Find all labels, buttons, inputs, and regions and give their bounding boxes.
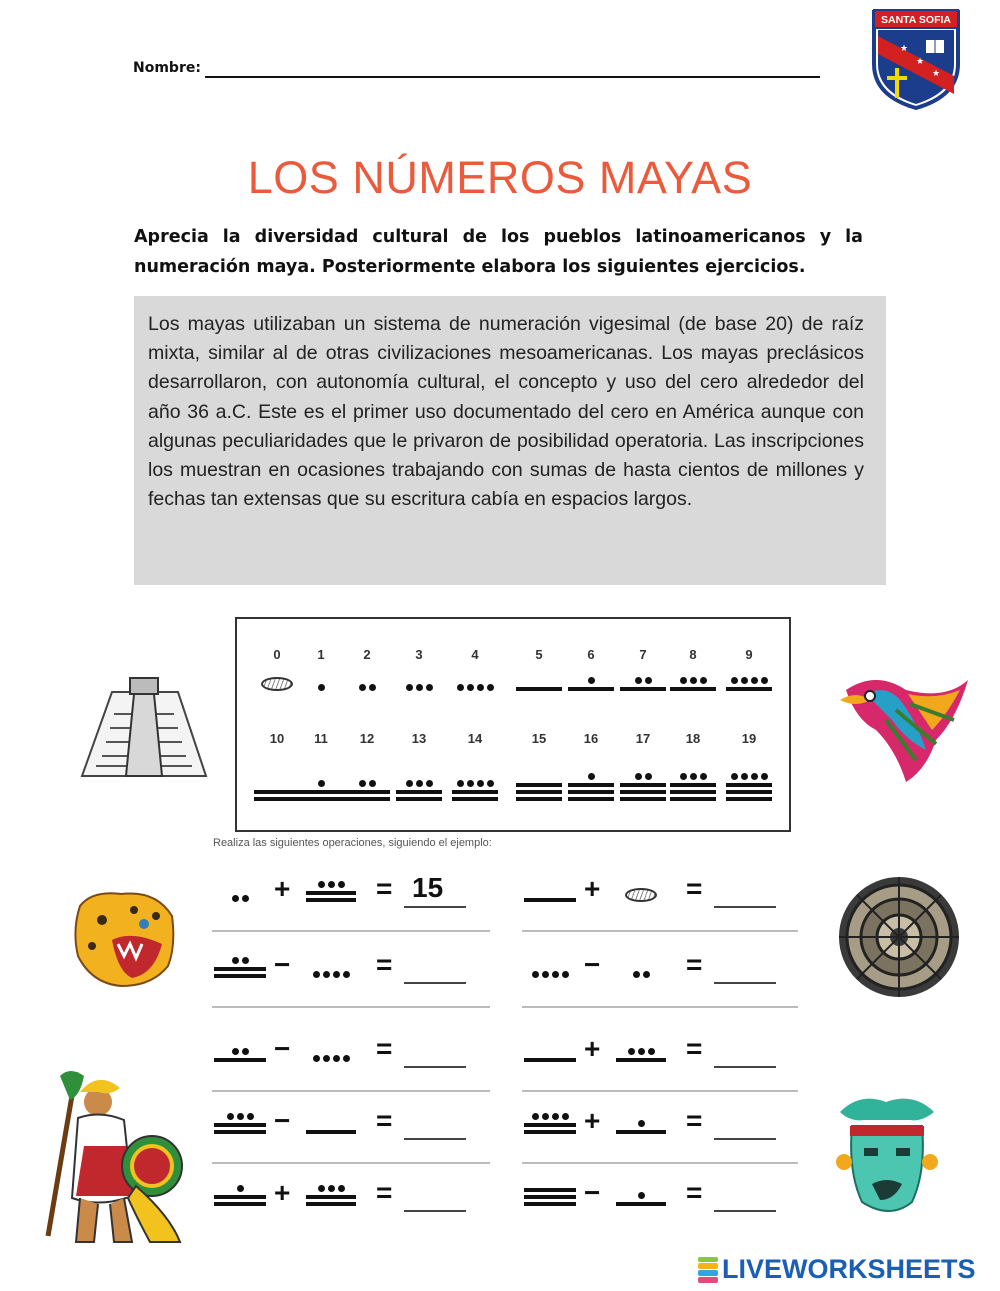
maya-dot <box>477 684 484 691</box>
info-paragraph: Los mayas utilizaban un sistema de numeración vigesimal (de base 20) de raíz mixta, similar al de otras civilizaciones mesoamericanas. Los mayas preclásicos desarrollaron, con autonomía cultural, el concepto y uso del cero alrededor del año 36 a.C. Este es el primer uso documentado del cero en América aunque con algunas peculiaridades que le privaron de posibilidad operatoria. Las inscripciones los muestran en ocasiones trabajando con sumas de hasta cientos de millones y fechas tan extensas que su escritura cabía en espacios largos. <box>148 313 864 511</box>
maya-glyph-2 <box>614 971 668 978</box>
maya-dot <box>328 881 335 888</box>
operation-row <box>522 1028 792 1068</box>
maya-bar <box>298 797 344 801</box>
maya-number-label: 4 <box>471 647 479 662</box>
maya-bar <box>306 1195 356 1199</box>
maya-number-cell <box>513 731 565 801</box>
maya-number-cell <box>617 731 669 801</box>
maya-dot <box>457 684 464 691</box>
maya-dot <box>369 684 376 691</box>
maya-bar <box>396 797 442 801</box>
maya-bar <box>214 1123 266 1127</box>
maya-number-cell <box>513 647 565 717</box>
maya-glyph-18 <box>667 773 719 801</box>
maya-bar <box>254 797 300 801</box>
maya-dot <box>457 780 464 787</box>
maya-dot <box>562 971 569 978</box>
exercise-instruction: Realiza las siguientes operaciones, siguiendo el ejemplo: <box>213 837 492 849</box>
maya-dot <box>690 773 697 780</box>
liveworksheets-logo[interactable] <box>698 1254 976 1285</box>
operation-row <box>212 1100 482 1140</box>
maya-dot <box>751 773 758 780</box>
maya-dot <box>416 780 423 787</box>
name-input-line[interactable] <box>205 76 820 78</box>
svg-text:★: ★ <box>916 57 925 67</box>
answer-input[interactable] <box>714 906 776 908</box>
maya-number-label: 12 <box>359 731 375 746</box>
maya-glyph-3 <box>393 684 445 691</box>
minus-sign: − <box>274 949 291 980</box>
maya-number-cell <box>723 647 775 717</box>
maya-dot <box>369 780 376 787</box>
maya-dot <box>416 684 423 691</box>
jaguar-icon <box>72 886 178 990</box>
maya-dot <box>542 1113 549 1120</box>
maya-number-label: 1 <box>317 647 325 662</box>
maya-glyph-14 <box>449 780 501 801</box>
row-divider <box>522 1162 798 1164</box>
maya-bar <box>516 790 562 794</box>
row-divider <box>212 1090 490 1092</box>
maya-dot <box>333 1055 340 1062</box>
maya-number-cell <box>667 647 719 717</box>
maya-dot <box>761 677 768 684</box>
maya-glyph-11 <box>295 780 347 801</box>
maya-dot <box>588 773 595 780</box>
equals-sign: = <box>686 949 703 980</box>
maya-bar <box>670 797 716 801</box>
maya-glyph-12 <box>212 957 268 978</box>
maya-bar <box>670 687 716 691</box>
maya-glyph-4 <box>304 1055 358 1062</box>
maya-bar <box>726 790 772 794</box>
maya-glyph-13 <box>212 1113 268 1134</box>
maya-number-cell <box>295 731 347 801</box>
answer-input[interactable] <box>404 906 466 908</box>
equals-sign: = <box>686 873 703 904</box>
school-crest-logo <box>870 6 962 110</box>
maya-number-label: 7 <box>639 647 647 662</box>
maya-dot <box>232 1048 239 1055</box>
maya-dot <box>242 895 249 902</box>
maya-bar <box>214 1130 266 1134</box>
maya-number-label: 2 <box>363 647 371 662</box>
maya-dot <box>247 1113 254 1120</box>
answer-input[interactable] <box>404 1066 466 1068</box>
maya-bar <box>344 790 390 794</box>
maya-bar <box>524 1123 576 1127</box>
maya-dot <box>741 677 748 684</box>
plus-sign: + <box>584 1105 601 1136</box>
operation-row <box>522 1172 792 1212</box>
shell-zero-icon <box>261 677 293 691</box>
maya-dot <box>487 684 494 691</box>
maya-dot <box>741 773 748 780</box>
maya-glyph-2 <box>341 684 393 691</box>
maya-bar <box>516 797 562 801</box>
equals-sign: = <box>376 949 393 980</box>
maya-dot <box>487 780 494 787</box>
intro-paragraph: Aprecia la diversidad cultural de los pueblos latinoamericanos y la numeración maya. Posteriormente elabora los siguientes ejercicios. <box>134 227 863 277</box>
maya-dot <box>751 677 758 684</box>
maya-glyph-16 <box>565 773 617 801</box>
maya-mask-icon <box>830 1092 944 1222</box>
maya-number-label: 16 <box>583 731 599 746</box>
maya-dot <box>313 971 320 978</box>
maya-bar <box>568 783 614 787</box>
maya-number-label: 17 <box>635 731 651 746</box>
maya-glyph-14 <box>522 1113 578 1134</box>
svg-text:★: ★ <box>900 44 909 54</box>
maya-number-cell <box>617 647 669 717</box>
maya-dot <box>645 773 652 780</box>
maya-dot <box>242 1048 249 1055</box>
maya-dot <box>638 1048 645 1055</box>
equals-sign: = <box>686 1105 703 1136</box>
equals-sign: = <box>686 1033 703 1064</box>
maya-number-label: 8 <box>689 647 697 662</box>
maya-dot <box>700 773 707 780</box>
maya-glyph-2 <box>212 895 268 902</box>
maya-dot <box>467 780 474 787</box>
operation-row <box>212 1172 482 1212</box>
maya-dot <box>318 1185 325 1192</box>
maya-dot <box>633 971 640 978</box>
maya-glyph-4 <box>522 971 578 978</box>
row-divider <box>522 930 798 932</box>
maya-bar <box>620 797 666 801</box>
maya-number-label: 11 <box>314 731 328 746</box>
operation-row <box>522 1100 792 1140</box>
minus-sign: − <box>274 1105 291 1136</box>
plus-sign: + <box>584 873 601 904</box>
maya-dot <box>313 1055 320 1062</box>
maya-glyph-1 <box>295 684 347 691</box>
maya-bar <box>524 1202 576 1206</box>
maya-bar <box>214 967 266 971</box>
maya-dot <box>343 971 350 978</box>
minus-sign: − <box>274 1033 291 1064</box>
maya-bar <box>344 797 390 801</box>
maya-number-cell <box>565 647 617 717</box>
maya-bar <box>670 790 716 794</box>
maya-number-cell <box>341 647 393 717</box>
maya-dot <box>643 971 650 978</box>
equals-sign: = <box>376 873 393 904</box>
maya-dot <box>426 780 433 787</box>
maya-number-label: 13 <box>411 731 427 746</box>
maya-dot <box>638 1120 645 1127</box>
maya-dot <box>227 1113 234 1120</box>
maya-dot <box>406 780 413 787</box>
maya-glyph-6 <box>614 1192 668 1206</box>
maya-dot <box>648 1048 655 1055</box>
maya-glyph-13 <box>393 780 445 801</box>
plus-sign: + <box>584 1033 601 1064</box>
maya-dot <box>232 895 239 902</box>
operation-row <box>212 944 482 984</box>
maya-bar <box>306 1202 356 1206</box>
maya-dot <box>237 1185 244 1192</box>
maya-bar <box>524 1195 576 1199</box>
maya-glyph-13 <box>304 1185 358 1206</box>
maya-glyph-19 <box>723 773 775 801</box>
answer-input[interactable] <box>714 1066 776 1068</box>
maya-bar <box>306 891 356 895</box>
maya-number-cell <box>295 647 347 717</box>
maya-glyph-5 <box>513 684 565 691</box>
maya-dot <box>467 684 474 691</box>
maya-glyph-0 <box>614 888 668 902</box>
maya-number-cell <box>449 731 501 801</box>
maya-bar <box>214 1202 266 1206</box>
maya-dot <box>338 1185 345 1192</box>
maya-glyph-6 <box>614 1120 668 1134</box>
maya-glyph-5 <box>522 895 578 902</box>
maya-bar <box>620 790 666 794</box>
maya-bar <box>516 687 562 691</box>
maya-dot <box>552 971 559 978</box>
maya-dot <box>552 1113 559 1120</box>
plus-sign: + <box>274 1177 291 1208</box>
answer-input[interactable] <box>714 982 776 984</box>
plus-sign: + <box>274 873 291 904</box>
maya-number-label: 15 <box>531 731 547 746</box>
maya-dot <box>588 677 595 684</box>
maya-glyph-6 <box>565 677 617 691</box>
answer-input[interactable] <box>404 1210 466 1212</box>
answer-input[interactable] <box>404 982 466 984</box>
maya-number-label: 10 <box>269 731 285 746</box>
maya-dot <box>680 677 687 684</box>
aztec-calendar-icon <box>835 875 963 999</box>
maya-number-cell <box>341 731 393 801</box>
maya-glyph-5 <box>522 1055 578 1062</box>
maya-bar <box>254 790 300 794</box>
page-title: LOS NÚMEROS MAYAS <box>247 152 753 203</box>
operation-row <box>522 944 792 984</box>
maya-dot <box>562 1113 569 1120</box>
maya-dot <box>731 773 738 780</box>
maya-bar <box>306 1130 356 1134</box>
maya-number-label: 18 <box>685 731 701 746</box>
maya-bar <box>306 898 356 902</box>
maya-dot <box>318 684 325 691</box>
maya-dot <box>477 780 484 787</box>
maya-bar <box>452 790 498 794</box>
maya-glyph-8 <box>667 677 719 691</box>
maya-dot <box>690 677 697 684</box>
maya-dot <box>426 684 433 691</box>
maya-number-label: 19 <box>741 731 757 746</box>
maya-glyph-11 <box>212 1185 268 1206</box>
maya-glyph-15 <box>513 780 565 801</box>
maya-number-cell <box>449 647 501 717</box>
row-divider <box>212 930 490 932</box>
maya-bar <box>670 783 716 787</box>
maya-dot <box>328 1185 335 1192</box>
example-answer: 15 <box>412 872 444 903</box>
maya-bar <box>726 783 772 787</box>
maya-dot <box>638 1192 645 1199</box>
operation-row <box>212 868 482 908</box>
maya-glyph-13 <box>304 881 358 902</box>
svg-text:SANTA SOFIA: SANTA SOFIA <box>881 14 951 26</box>
maya-dot <box>542 971 549 978</box>
maya-glyph-12 <box>341 780 393 801</box>
maya-number-label: 5 <box>535 647 543 662</box>
equals-sign: = <box>376 1177 393 1208</box>
maya-number-label: 9 <box>745 647 753 662</box>
maya-bar <box>452 797 498 801</box>
maya-bar <box>568 687 614 691</box>
name-label: Nombre: <box>133 60 201 76</box>
row-divider <box>522 1006 798 1008</box>
liveworksheets-badge-icon <box>698 1257 718 1283</box>
maya-bar <box>568 790 614 794</box>
maya-dot <box>237 1113 244 1120</box>
liveworksheets-text: LIVEWORKSHEETS <box>722 1254 976 1284</box>
maya-dot <box>731 677 738 684</box>
maya-numbers-table <box>235 617 791 832</box>
maya-glyph-4 <box>304 971 358 978</box>
maya-number-cell <box>667 731 719 801</box>
equals-sign: = <box>376 1033 393 1064</box>
svg-text:★: ★ <box>932 69 941 79</box>
maya-bar <box>620 687 666 691</box>
minus-sign: − <box>584 1177 601 1208</box>
maya-bar <box>524 1058 576 1062</box>
maya-dot <box>359 780 366 787</box>
maya-glyph-7 <box>617 677 669 691</box>
maya-bar <box>620 783 666 787</box>
maya-dot <box>343 1055 350 1062</box>
aztec-warrior-icon <box>40 1066 188 1248</box>
maya-dot <box>635 773 642 780</box>
maya-dot <box>318 881 325 888</box>
row-divider <box>212 1162 490 1164</box>
maya-bar <box>726 797 772 801</box>
maya-number-label: 3 <box>415 647 423 662</box>
maya-bar <box>396 790 442 794</box>
maya-number-label: 14 <box>467 731 483 746</box>
maya-dot <box>532 1113 539 1120</box>
operation-row <box>522 868 792 908</box>
maya-glyph-17 <box>617 773 669 801</box>
minus-sign: − <box>584 949 601 980</box>
maya-bar <box>214 974 266 978</box>
maya-dot <box>645 677 652 684</box>
maya-dot <box>359 684 366 691</box>
maya-bar <box>516 783 562 787</box>
maya-bar <box>616 1058 666 1062</box>
equals-sign: = <box>686 1177 703 1208</box>
maya-dot <box>635 677 642 684</box>
row-divider <box>522 1090 798 1092</box>
maya-bar <box>214 1195 266 1199</box>
shell-zero-icon <box>625 888 657 902</box>
maya-bar <box>616 1130 666 1134</box>
maya-glyph-9 <box>723 677 775 691</box>
maya-dot <box>323 1055 330 1062</box>
maya-number-label: 6 <box>587 647 595 662</box>
answer-input[interactable] <box>714 1138 776 1140</box>
maya-dot <box>700 677 707 684</box>
maya-dot <box>680 773 687 780</box>
maya-bar <box>524 1188 576 1192</box>
maya-dot <box>232 957 239 964</box>
maya-number-cell <box>565 731 617 801</box>
maya-glyph-5 <box>304 1127 358 1134</box>
maya-glyph-4 <box>449 684 501 691</box>
answer-input[interactable] <box>404 1138 466 1140</box>
maya-dot <box>532 971 539 978</box>
row-divider <box>212 1006 490 1008</box>
quetzal-bird-icon <box>836 660 974 784</box>
maya-glyph-8 <box>614 1048 668 1062</box>
equals-sign: = <box>376 1105 393 1136</box>
maya-bar <box>298 790 344 794</box>
maya-dot <box>628 1048 635 1055</box>
maya-dot <box>318 780 325 787</box>
operation-row <box>212 1028 482 1068</box>
maya-number-cell <box>723 731 775 801</box>
maya-number-cell <box>393 731 445 801</box>
maya-bar <box>524 1130 576 1134</box>
maya-number-label: 0 <box>273 647 281 662</box>
pyramid-icon <box>78 672 210 780</box>
maya-dot <box>761 773 768 780</box>
maya-bar <box>214 1058 266 1062</box>
maya-bar <box>568 797 614 801</box>
maya-dot <box>242 957 249 964</box>
maya-bar <box>616 1202 666 1206</box>
answer-input[interactable] <box>714 1210 776 1212</box>
maya-bar <box>726 687 772 691</box>
maya-bar <box>524 898 576 902</box>
maya-number-cell <box>393 647 445 717</box>
maya-dot <box>338 881 345 888</box>
maya-glyph-7 <box>212 1048 268 1062</box>
maya-glyph-15 <box>522 1185 578 1206</box>
maya-dot <box>406 684 413 691</box>
maya-dot <box>333 971 340 978</box>
maya-dot <box>323 971 330 978</box>
